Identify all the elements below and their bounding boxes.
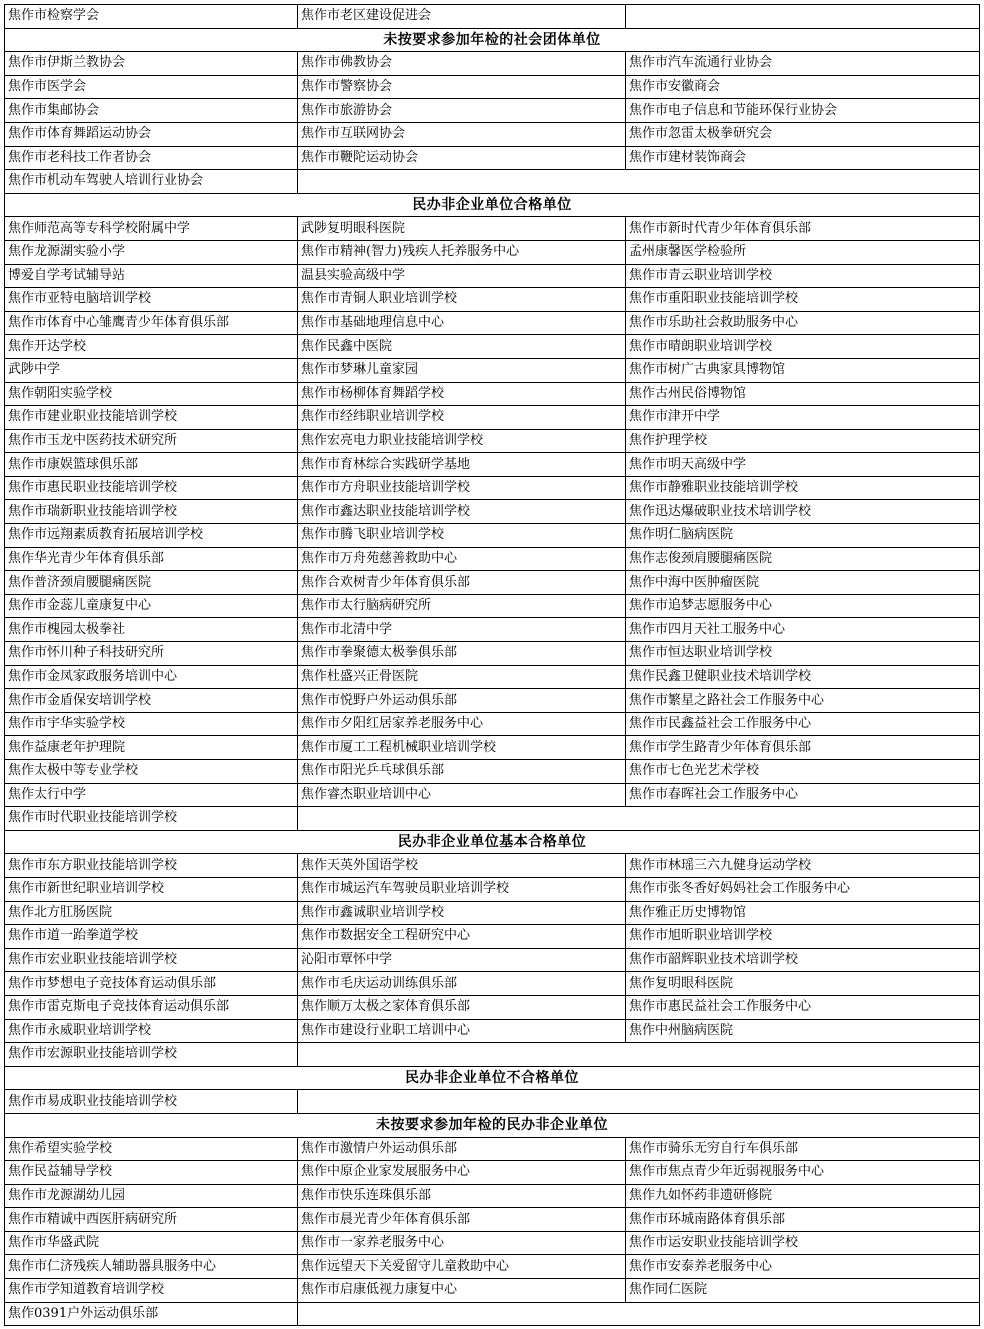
table-row (5, 1090, 980, 1114)
table-row (5, 901, 980, 925)
unit-name-cell: 焦作睿杰职业培训中心 (298, 783, 626, 807)
unit-name-cell: 焦作市体育舞蹈运动协会 (5, 122, 298, 146)
unit-name-cell: 焦作远望天下关爱留守儿童救助中心 (298, 1255, 626, 1279)
unit-name-cell: 焦作市旭昕职业培训学校 (626, 925, 980, 949)
unit-name-cell: 焦作市乐助社会救助服务中心 (626, 311, 980, 335)
unit-name-cell: 焦作市互联网协会 (298, 122, 626, 146)
unit-name-cell: 焦作市亚特电脑培训学校 (5, 288, 298, 312)
unit-name-cell: 温县实验高级中学 (298, 264, 626, 288)
unit-name-cell: 焦作市拳聚德太极拳俱乐部 (298, 642, 626, 666)
unit-name-cell: 焦作市激情户外运动俱乐部 (298, 1137, 626, 1161)
unit-name-cell: 焦作市时代职业技能培训学校 (5, 807, 298, 831)
unit-name-cell: 焦作市学知道教育培训学校 (5, 1279, 298, 1303)
unit-name-cell: 焦作北方肛肠医院 (5, 901, 298, 925)
table-row (5, 500, 980, 524)
unit-name-cell: 焦作市腾飞职业培训学校 (298, 524, 626, 548)
unit-name-cell: 焦作市惠民益社会工作服务中心 (626, 995, 980, 1019)
unit-name-cell: 焦作市老区建设促进会 (298, 5, 626, 29)
unit-name-cell: 焦作市津开中学 (626, 406, 980, 430)
unit-name-cell: 焦作同仁医院 (626, 1279, 980, 1303)
section-title: 未按要求参加年检的民办非企业单位 (5, 1113, 980, 1137)
table-row (5, 382, 980, 406)
table-row (5, 1279, 980, 1303)
unit-name-cell: 焦作市学生路青少年体育俱乐部 (626, 736, 980, 760)
unit-name-cell: 焦作市伊斯兰教协会 (5, 52, 298, 76)
unit-name-cell: 焦作市重阳职业技能培训学校 (626, 288, 980, 312)
unit-name-cell: 焦作市经纬职业培训学校 (298, 406, 626, 430)
unit-name-cell: 焦作市育林综合实践研学基地 (298, 453, 626, 477)
unit-name-cell: 焦作市树广古典家具博物馆 (626, 358, 980, 382)
unit-name-cell: 焦作开达学校 (5, 335, 298, 359)
unit-name-cell: 焦作市阳光乒乓球俱乐部 (298, 760, 626, 784)
roster-sheet (4, 4, 979, 1326)
unit-name-cell: 焦作市宇华实验学校 (5, 712, 298, 736)
table-row (5, 406, 980, 430)
table-row (5, 99, 980, 123)
table-row (5, 618, 980, 642)
unit-name-cell: 焦作民鑫中医院 (298, 335, 626, 359)
unit-name-cell: 焦作市方舟职业技能培训学校 (298, 476, 626, 500)
empty-cell (298, 1090, 980, 1114)
unit-name-cell: 焦作市精诚中西医肝病研究所 (5, 1208, 298, 1232)
table-row (5, 1137, 980, 1161)
unit-name-cell: 焦作市检察学会 (5, 5, 298, 29)
empty-cell (298, 807, 980, 831)
table-row (5, 995, 980, 1019)
table-row (5, 1302, 980, 1326)
unit-name-cell: 焦作太行中学 (5, 783, 298, 807)
section-title: 民办非企业单位合格单位 (5, 193, 980, 217)
unit-name-cell: 焦作市金盾保安培训学校 (5, 689, 298, 713)
section-title: 民办非企业单位基本合格单位 (5, 830, 980, 854)
unit-name-cell: 焦作市繁星之路社会工作服务中心 (626, 689, 980, 713)
unit-name-cell: 焦作市惠民职业技能培训学校 (5, 476, 298, 500)
unit-name-cell: 焦作市北清中学 (298, 618, 626, 642)
table-row (5, 642, 980, 666)
unit-name-cell: 焦作护理学校 (626, 429, 980, 453)
unit-name-cell: 焦作古州民俗博物馆 (626, 382, 980, 406)
unit-name-cell: 焦作市建业职业技能培训学校 (5, 406, 298, 430)
unit-name-cell: 焦作市旅游协会 (298, 99, 626, 123)
table-row (5, 689, 980, 713)
unit-name-cell: 焦作市康娱篮球俱乐部 (5, 453, 298, 477)
unit-name-cell: 焦作市易成职业技能培训学校 (5, 1090, 298, 1114)
unit-name-cell: 焦作市鞭陀运动协会 (298, 146, 626, 170)
unit-name-cell: 焦作市明天高级中学 (626, 453, 980, 477)
table-row (5, 736, 980, 760)
unit-name-cell: 焦作市道一跆拳道学校 (5, 925, 298, 949)
unit-name-cell: 焦作市永威职业培训学校 (5, 1019, 298, 1043)
empty-cell (626, 5, 980, 29)
unit-name-cell: 焦作中原企业家发展服务中心 (298, 1161, 626, 1185)
unit-name-cell: 焦作市机动车驾驶人培训行业协会 (5, 170, 298, 194)
unit-name-cell: 焦作师范高等专科学校附属中学 (5, 217, 298, 241)
table-row (5, 547, 980, 571)
unit-name-cell: 焦作市电子信息和节能环保行业协会 (626, 99, 980, 123)
empty-cell (298, 170, 980, 194)
unit-name-cell: 焦作市数据安全工程研究中心 (298, 925, 626, 949)
unit-name-cell: 焦作市林瑶三六九健身运动学校 (626, 854, 980, 878)
unit-name-cell: 焦作市恒达职业培训学校 (626, 642, 980, 666)
unit-name-cell: 焦作市安徽商会 (626, 75, 980, 99)
unit-name-cell: 焦作市鑫达职业技能培训学校 (298, 500, 626, 524)
table-row (5, 122, 980, 146)
table-row (5, 760, 980, 784)
unit-name-cell: 焦作市骑乐无穷自行车俱乐部 (626, 1137, 980, 1161)
empty-cell (298, 1302, 980, 1326)
table-row (5, 217, 980, 241)
table-row (5, 264, 980, 288)
unit-name-cell: 沁阳市覃怀中学 (298, 948, 626, 972)
unit-name-cell: 焦作中州脑病医院 (626, 1019, 980, 1043)
table-row (5, 1208, 980, 1232)
unit-name-cell: 焦作市怀川种子科技研究所 (5, 642, 298, 666)
unit-name-cell: 焦作宏亮电力职业技能培训学校 (298, 429, 626, 453)
unit-name-cell: 焦作市快乐连珠俱乐部 (298, 1184, 626, 1208)
table-row (5, 358, 980, 382)
unit-name-cell: 焦作雅正历史博物馆 (626, 901, 980, 925)
unit-name-cell: 焦作太极中等专业学校 (5, 760, 298, 784)
unit-name-cell: 焦作市金蕊儿童康复中心 (5, 594, 298, 618)
table-row (5, 925, 980, 949)
unit-name-cell: 孟州康馨医学检验所 (626, 240, 980, 264)
unit-name-cell: 焦作市玉龙中医药技术研究所 (5, 429, 298, 453)
unit-name-cell: 焦作复明眼科医院 (626, 972, 980, 996)
table-row (5, 240, 980, 264)
section-header-row (5, 1066, 980, 1090)
unit-name-cell: 焦作市春晖社会工作服务中心 (626, 783, 980, 807)
section-title: 民办非企业单位不合格单位 (5, 1066, 980, 1090)
unit-name-cell: 焦作市晴朗职业培训学校 (626, 335, 980, 359)
unit-name-cell: 焦作市梦琳儿童家园 (298, 358, 626, 382)
unit-name-cell: 焦作市环城南路体育俱乐部 (626, 1208, 980, 1232)
unit-name-cell: 焦作市悦野户外运动俱乐部 (298, 689, 626, 713)
unit-name-cell: 焦作市新时代青少年体育俱乐部 (626, 217, 980, 241)
unit-name-cell: 焦作杜盛兴正骨医院 (298, 665, 626, 689)
unit-name-cell: 焦作市医学会 (5, 75, 298, 99)
table-row (5, 453, 980, 477)
unit-name-cell: 焦作市佛教协会 (298, 52, 626, 76)
unit-name-cell: 焦作市老科技工作者协会 (5, 146, 298, 170)
unit-name-cell: 焦作市宏源职业技能培训学校 (5, 1043, 298, 1067)
unit-name-cell: 焦作明仁脑病医院 (626, 524, 980, 548)
unit-name-cell: 焦作市瑞新职业技能培训学校 (5, 500, 298, 524)
unit-name-cell: 焦作市汽车流通行业协会 (626, 52, 980, 76)
roster-table (4, 4, 980, 1326)
unit-name-cell: 焦作龙源湖实验小学 (5, 240, 298, 264)
table-row (5, 146, 980, 170)
unit-name-cell: 焦作市新世纪职业培训学校 (5, 877, 298, 901)
unit-name-cell: 焦作迅达爆破职业技术培训学校 (626, 500, 980, 524)
table-row (5, 948, 980, 972)
table-row (5, 1255, 980, 1279)
unit-name-cell: 焦作市警察协会 (298, 75, 626, 99)
table-row (5, 288, 980, 312)
unit-name-cell: 焦作益康老年护理院 (5, 736, 298, 760)
unit-name-cell: 焦作市体育中心雏鹰青少年体育俱乐部 (5, 311, 298, 335)
unit-name-cell: 焦作市启康低视力康复中心 (298, 1279, 626, 1303)
unit-name-cell: 焦作市韶辉职业技术培训学校 (626, 948, 980, 972)
unit-name-cell: 焦作九如怀药非遗研修院 (626, 1184, 980, 1208)
unit-name-cell: 焦作市雷克斯电子竞技体育运动俱乐部 (5, 995, 298, 1019)
unit-name-cell: 焦作市四月天社工服务中心 (626, 618, 980, 642)
table-row (5, 335, 980, 359)
unit-name-cell: 焦作市金凤家政服务培训中心 (5, 665, 298, 689)
table-row (5, 476, 980, 500)
table-row (5, 170, 980, 194)
unit-name-cell: 焦作普济颈肩腰腿痛医院 (5, 571, 298, 595)
unit-name-cell: 焦作市七色光艺术学校 (626, 760, 980, 784)
table-row (5, 665, 980, 689)
table-row (5, 311, 980, 335)
unit-name-cell: 焦作市鑫诚职业培训学校 (298, 901, 626, 925)
table-row (5, 429, 980, 453)
unit-name-cell: 焦作市集邮协会 (5, 99, 298, 123)
section-header-row (5, 193, 980, 217)
unit-name-cell: 焦作市东方职业技能培训学校 (5, 854, 298, 878)
unit-name-cell: 焦作市万舟苑慈善救助中心 (298, 547, 626, 571)
table-row (5, 1161, 980, 1185)
unit-name-cell: 焦作民益辅导学校 (5, 1161, 298, 1185)
unit-name-cell: 焦作市焦点青少年近弱视服务中心 (626, 1161, 980, 1185)
table-row (5, 807, 980, 831)
unit-name-cell: 焦作市基础地理信息中心 (298, 311, 626, 335)
table-row (5, 594, 980, 618)
unit-name-cell: 焦作市龙源湖幼儿园 (5, 1184, 298, 1208)
table-row (5, 877, 980, 901)
unit-name-cell: 武陟中学 (5, 358, 298, 382)
unit-name-cell: 焦作市静雅职业技能培训学校 (626, 476, 980, 500)
unit-name-cell: 焦作市仁济残疾人辅助器具服务中心 (5, 1255, 298, 1279)
table-row (5, 524, 980, 548)
table-row (5, 571, 980, 595)
unit-name-cell: 武陟复明眼科医院 (298, 217, 626, 241)
table-row (5, 854, 980, 878)
unit-name-cell: 焦作华光青少年体育俱乐部 (5, 547, 298, 571)
table-row (5, 52, 980, 76)
empty-cell (298, 1043, 980, 1067)
unit-name-cell: 博爱自学考试辅导站 (5, 264, 298, 288)
unit-name-cell: 焦作市晨光青少年体育俱乐部 (298, 1208, 626, 1232)
unit-name-cell: 焦作朝阳实验学校 (5, 382, 298, 406)
unit-name-cell: 焦作市梦想电子竞技体育运动俱乐部 (5, 972, 298, 996)
table-row (5, 75, 980, 99)
unit-name-cell: 焦作市华盛武院 (5, 1231, 298, 1255)
table-row (5, 1231, 980, 1255)
unit-name-cell: 焦作市远翔素质教育拓展培训学校 (5, 524, 298, 548)
table-row (5, 1184, 980, 1208)
table-row (5, 1019, 980, 1043)
unit-name-cell: 焦作市杨柳体育舞蹈学校 (298, 382, 626, 406)
table-row (5, 972, 980, 996)
unit-name-cell: 焦作市厦工工程机械职业培训学校 (298, 736, 626, 760)
unit-name-cell: 焦作市槐园太极拳社 (5, 618, 298, 642)
unit-name-cell: 焦作市建材装饰商会 (626, 146, 980, 170)
section-header-row (5, 28, 980, 52)
unit-name-cell: 焦作合欢树青少年体育俱乐部 (298, 571, 626, 595)
unit-name-cell: 焦作志俊颈肩腰腿痛医院 (626, 547, 980, 571)
section-title: 未按要求参加年检的社会团体单位 (5, 28, 980, 52)
unit-name-cell: 焦作市青铜人职业培训学校 (298, 288, 626, 312)
unit-name-cell: 焦作市毛庆运动训练俱乐部 (298, 972, 626, 996)
unit-name-cell: 焦作市宏业职业技能培训学校 (5, 948, 298, 972)
unit-name-cell: 焦作市太行脑病研究所 (298, 594, 626, 618)
unit-name-cell: 焦作市精神(智力)残疾人托养服务中心 (298, 240, 626, 264)
unit-name-cell: 焦作市青云职业培训学校 (626, 264, 980, 288)
section-header-row (5, 1113, 980, 1137)
unit-name-cell: 焦作市民鑫益社会工作服务中心 (626, 712, 980, 736)
unit-name-cell: 焦作市追梦志愿服务中心 (626, 594, 980, 618)
unit-name-cell: 焦作市城运汽车驾驶员职业培训学校 (298, 877, 626, 901)
table-row (5, 783, 980, 807)
unit-name-cell: 焦作市张冬香好妈妈社会工作服务中心 (626, 877, 980, 901)
table-row (5, 1043, 980, 1067)
section-header-row (5, 830, 980, 854)
unit-name-cell: 焦作市忽雷太极拳研究会 (626, 122, 980, 146)
unit-name-cell: 焦作市安泰养老服务中心 (626, 1255, 980, 1279)
table-row (5, 5, 980, 29)
unit-name-cell: 焦作天英外国语学校 (298, 854, 626, 878)
unit-name-cell: 焦作市建设行业职工培训中心 (298, 1019, 626, 1043)
unit-name-cell: 焦作希望实验学校 (5, 1137, 298, 1161)
unit-name-cell: 焦作民鑫卫健职业技术培训学校 (626, 665, 980, 689)
unit-name-cell: 焦作市一家养老服务中心 (298, 1231, 626, 1255)
unit-name-cell: 焦作0391户外运动俱乐部 (5, 1302, 298, 1326)
table-row (5, 712, 980, 736)
unit-name-cell: 焦作市运安职业技能培训学校 (626, 1231, 980, 1255)
unit-name-cell: 焦作顺万太极之家体育俱乐部 (298, 995, 626, 1019)
unit-name-cell: 焦作中海中医肿瘤医院 (626, 571, 980, 595)
unit-name-cell: 焦作市夕阳红居家养老服务中心 (298, 712, 626, 736)
